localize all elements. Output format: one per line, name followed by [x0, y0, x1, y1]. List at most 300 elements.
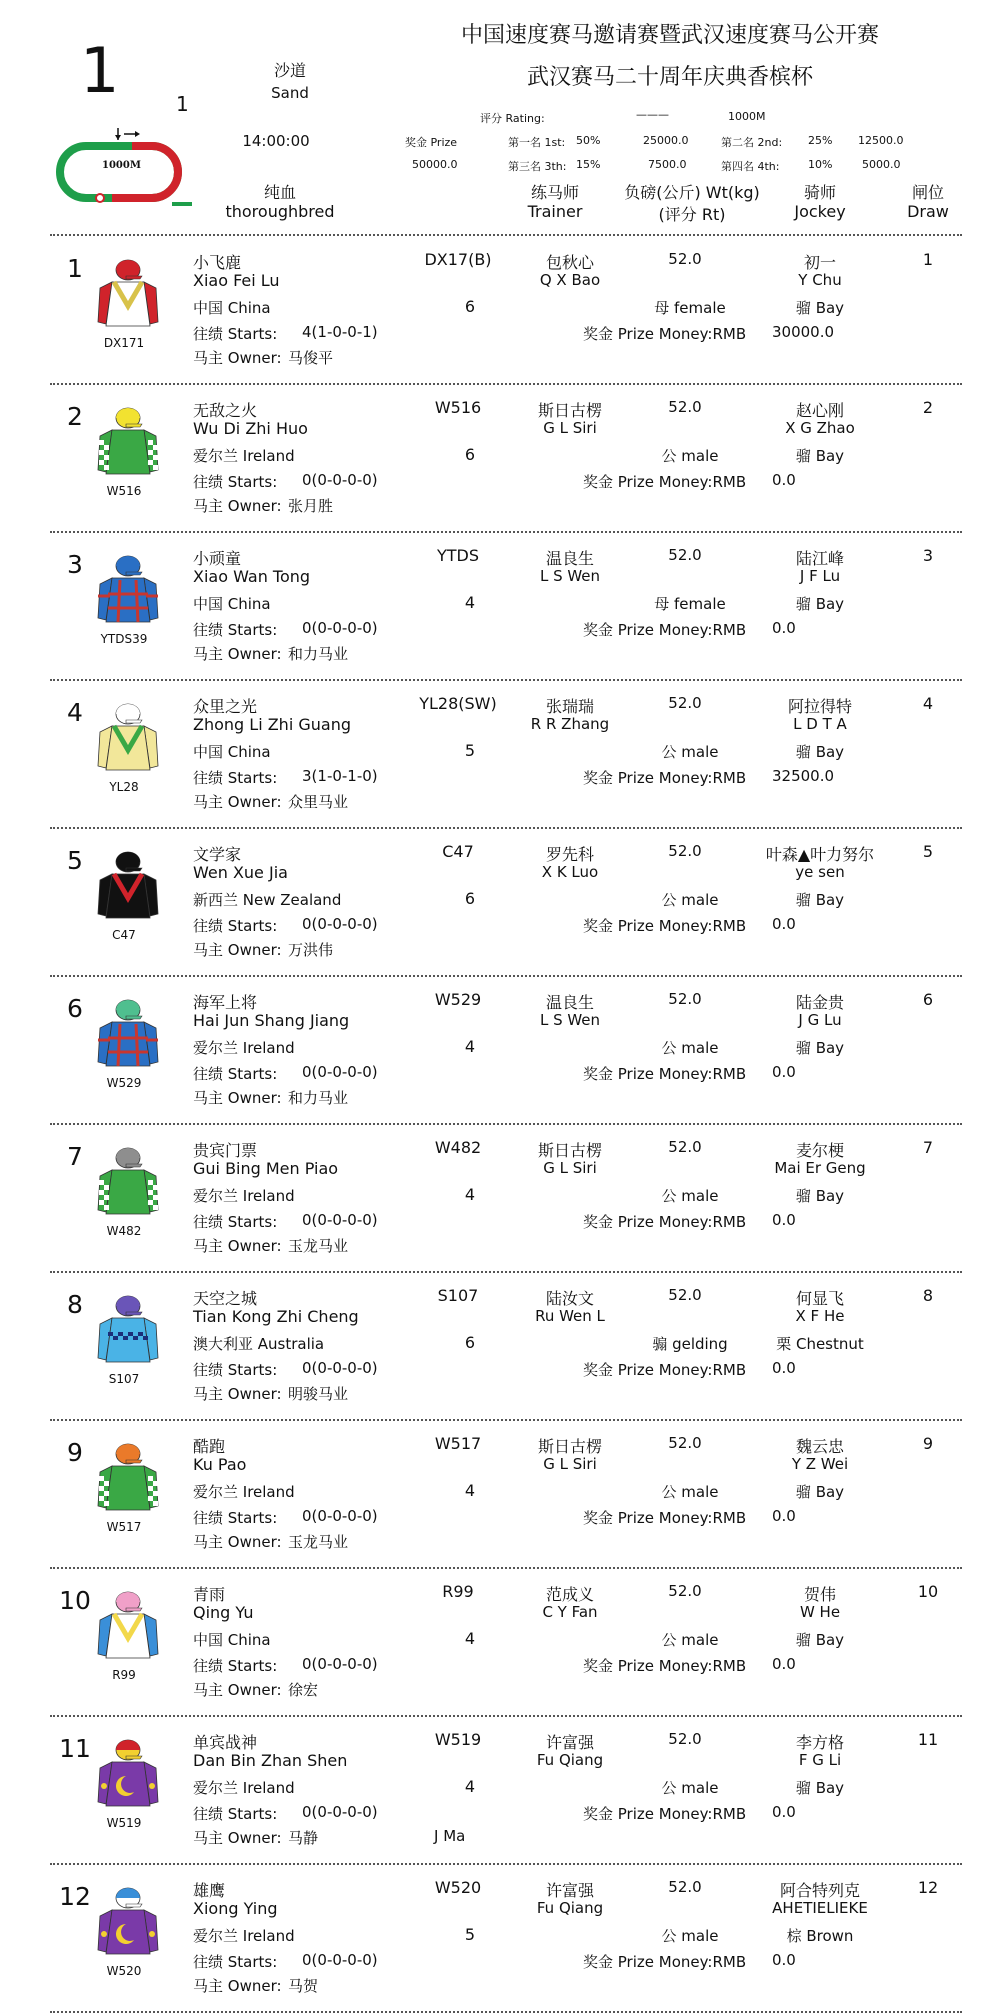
draw-number: 6: [922, 990, 934, 1009]
starts-value: 3(1-0-1-0): [302, 767, 378, 785]
horse-sex: 公 male: [661, 447, 719, 465]
draw-number: 3: [922, 546, 934, 565]
col-jockey-en: Jockey: [794, 202, 846, 221]
horse-sex: 公 male: [661, 1187, 719, 1205]
prize-money-label: 奖金 Prize Money:RMB: [583, 1805, 747, 1823]
jockey-en: ye sen: [795, 863, 845, 881]
weight: 52.0: [668, 1730, 702, 1748]
col-draw-cn: 闸位: [911, 183, 944, 202]
horse-color: 骝 Bay: [795, 595, 845, 613]
jockey-silks-icon: [96, 1884, 160, 1956]
horse-country: 中国 China: [193, 743, 271, 761]
owner-name: 玉龙马业: [288, 1237, 349, 1255]
brand-code: C47: [442, 842, 474, 861]
horse-country: 爱尔兰 Ireland: [193, 1927, 295, 1945]
horse-name-en: Xiong Ying: [193, 1899, 278, 1918]
horse-sex: 母 female: [654, 299, 726, 317]
jockey-cn: 魏云忠: [795, 1437, 844, 1456]
owner-name: 明骏马业: [288, 1385, 349, 1403]
horse-number: 1: [67, 254, 83, 283]
owner-label: 马主 Owner:: [193, 1681, 282, 1699]
starts-label: 往绩 Starts:: [193, 1361, 278, 1379]
horse-name-en: Xiao Fei Lu: [193, 271, 280, 290]
prize-1st-amt: 25000.0: [643, 134, 689, 147]
owner-name: 万洪伟: [288, 941, 334, 959]
col-weight-cn: 负磅(公斤) Wt(kg): [624, 183, 760, 202]
jockey-en: Y Chu: [798, 271, 842, 289]
owner-label: 马主 Owner:: [193, 645, 282, 663]
prize-3rd-amt: 7500.0: [648, 158, 687, 171]
brand-code: W482: [434, 1138, 482, 1157]
horse-country: 澳大利亚 Australia: [193, 1335, 325, 1353]
horse-country: 爱尔兰 Ireland: [193, 1483, 295, 1501]
brand-code: S107: [437, 1286, 479, 1305]
horse-name-cn: 贵宾门票: [193, 1141, 258, 1160]
prize-1st-pct: 50%: [576, 134, 601, 147]
starts-value: 0(0-0-0-0): [302, 1211, 378, 1229]
prize-money-label: 奖金 Prize Money:RMB: [583, 1657, 747, 1675]
silks-code: W517: [106, 1520, 142, 1534]
brand-code: YL28(SW): [419, 694, 497, 713]
starts-label: 往绩 Starts:: [193, 917, 278, 935]
horse-name-en: Ku Pao: [193, 1455, 247, 1474]
horse-color: 骝 Bay: [795, 1483, 845, 1501]
horse-name-cn: 青雨: [193, 1585, 226, 1604]
prize-money-label: 奖金 Prize Money:RMB: [583, 1213, 747, 1231]
starts-value: 0(0-0-0-0): [302, 1063, 378, 1081]
silks-code: W482: [106, 1224, 142, 1238]
jockey-cn: 李方格: [795, 1733, 844, 1752]
jockey-cn: 阿拉得特: [787, 697, 852, 716]
silks-code: W520: [106, 1964, 142, 1978]
horse-age: 4: [464, 593, 476, 612]
trainer-cn: 斯日古楞: [537, 1141, 602, 1160]
weight: 52.0: [668, 1582, 702, 1600]
prize-2nd-label: 第二名 2nd:: [721, 136, 783, 149]
surface-en: Sand: [271, 84, 309, 102]
jockey-silks-icon: [96, 848, 160, 920]
starts-value: 0(0-0-0-0): [302, 1803, 378, 1821]
silks-code: YL28: [109, 780, 139, 794]
starts-label: 往绩 Starts:: [193, 325, 278, 343]
owner-name: 马静: [288, 1829, 319, 1847]
trainer-cn: 斯日古楞: [537, 1437, 602, 1456]
silks-code: W516: [106, 484, 142, 498]
horse-entry: [0, 388, 1000, 536]
horse-sex: 公 male: [661, 743, 719, 761]
starts-label: 往绩 Starts:: [193, 473, 278, 491]
jockey-silks-icon: [96, 996, 160, 1068]
weight: 52.0: [668, 1138, 702, 1156]
trainer-cn: 许富强: [545, 1733, 594, 1752]
starts-value: 0(0-0-0-0): [302, 619, 378, 637]
horse-country: 爱尔兰 Ireland: [193, 447, 295, 465]
jockey-cn: 初一: [803, 253, 836, 272]
owner-name: 马俊平: [288, 349, 334, 367]
entry-divider: [50, 679, 962, 681]
draw-number: 10: [917, 1582, 939, 1601]
prize-money-label: 奖金 Prize Money:RMB: [583, 769, 747, 787]
horse-name-en: Dan Bin Zhan Shen: [193, 1751, 348, 1770]
horse-name-cn: 海军上将: [193, 993, 258, 1012]
horse-entry: [0, 1720, 1000, 1868]
horse-country: 新西兰 New Zealand: [193, 891, 342, 909]
trainer-en: C Y Fan: [542, 1603, 598, 1621]
header-divider: [50, 234, 962, 236]
prize-money-label: 奖金 Prize Money:RMB: [583, 325, 747, 343]
horse-country: 中国 China: [193, 595, 271, 613]
jockey-silks-icon: [96, 1588, 160, 1660]
prize-3rd-pct: 15%: [576, 158, 601, 171]
jockey-cn: 何显飞: [795, 1289, 844, 1308]
race-distance: 1000M: [728, 110, 766, 123]
jockey-cn: 麦尔梗: [795, 1141, 844, 1160]
starts-value: 0(0-0-0-0): [302, 915, 378, 933]
weight: 52.0: [668, 990, 702, 1008]
trainer-en: G L Siri: [543, 419, 597, 437]
silks-code: S107: [108, 1372, 140, 1386]
rating-label: 评分 Rating:: [480, 112, 545, 125]
jockey-cn: 叶森▲叶力努尔: [765, 845, 875, 864]
horse-age: 5: [464, 741, 476, 760]
owner-name: 和力马业: [288, 1089, 349, 1107]
horse-number: 4: [67, 698, 83, 727]
owner-name: 马贺: [288, 1977, 319, 1995]
jockey-silks-icon: [96, 256, 160, 328]
horse-age: 6: [464, 889, 476, 908]
horse-name-cn: 文学家: [193, 845, 242, 864]
prize-money-value: 0.0: [772, 1359, 796, 1377]
horse-name-en: Tian Kong Zhi Cheng: [193, 1307, 359, 1326]
weight: 52.0: [668, 1434, 702, 1452]
horse-entry: [0, 1868, 1000, 2016]
prize-money-value: 0.0: [772, 619, 796, 637]
horse-color: 骝 Bay: [795, 743, 845, 761]
horse-name-cn: 无敌之火: [193, 401, 258, 420]
trainer-cn: 许富强: [545, 1881, 594, 1900]
horse-number: 9: [67, 1438, 83, 1467]
entry-divider: [50, 2011, 962, 2013]
prize-money-label: 奖金 Prize Money:RMB: [583, 1953, 747, 1971]
owner-label: 马主 Owner:: [193, 1977, 282, 1995]
horse-name-cn: 小飞鹿: [193, 253, 242, 272]
horse-age: 5: [464, 1925, 476, 1944]
draw-number: 11: [917, 1730, 939, 1749]
horse-sex: 母 female: [654, 595, 726, 613]
horse-entry: [0, 980, 1000, 1128]
trainer-cn: 罗先科: [545, 845, 594, 864]
rating-value: ———: [636, 108, 669, 121]
horse-age: 4: [464, 1481, 476, 1500]
prize-money-label: 奖金 Prize Money:RMB: [583, 917, 747, 935]
prize-money-value: 30000.0: [772, 323, 835, 341]
jockey-en: X F He: [795, 1307, 845, 1325]
col-weight-en: (评分 Rt): [658, 205, 726, 224]
horse-color: 骝 Bay: [795, 891, 845, 909]
brand-code: W529: [434, 990, 482, 1009]
track-distance-label: 1000M: [102, 160, 141, 171]
trainer-cn: 温良生: [545, 549, 594, 568]
horse-name-en: Qing Yu: [193, 1603, 254, 1622]
race-title: 武汉赛马二十周年庆典香槟杯: [526, 65, 813, 90]
race-number: 1: [80, 34, 120, 107]
jockey-cn: 贺伟: [803, 1585, 836, 1604]
horse-country: 爱尔兰 Ireland: [193, 1039, 295, 1057]
jockey-silks-icon: [96, 700, 160, 772]
horse-country: 中国 China: [193, 1631, 271, 1649]
horse-entry: [0, 1128, 1000, 1276]
entry-divider: [50, 531, 962, 533]
draw-number: 4: [922, 694, 934, 713]
owner-label: 马主 Owner:: [193, 1385, 282, 1403]
horse-name-cn: 酷跑: [193, 1437, 226, 1456]
surface-cn: 沙道: [273, 61, 306, 80]
horse-color: 骝 Bay: [795, 1779, 845, 1797]
prize-money-value: 0.0: [772, 1507, 796, 1525]
prize-4th-label: 第四名 4th:: [721, 160, 780, 173]
owner-label: 马主 Owner:: [193, 1089, 282, 1107]
trainer-en: G L Siri: [543, 1455, 597, 1473]
entry-divider: [50, 827, 962, 829]
trainer-en: L S Wen: [539, 1011, 601, 1029]
trainer-en: R R Zhang: [530, 715, 610, 733]
draw-number: 1: [922, 250, 934, 269]
brand-code: DX17(B): [424, 250, 492, 269]
brand-code: W516: [434, 398, 482, 417]
horse-age: 6: [464, 445, 476, 464]
horse-sex: 公 male: [661, 1039, 719, 1057]
silks-code: R99: [112, 1668, 136, 1682]
jockey-silks-icon: [96, 1144, 160, 1216]
horse-name-cn: 单宾战神: [193, 1733, 258, 1752]
owner-label: 马主 Owner:: [193, 941, 282, 959]
draw-number: 12: [917, 1878, 939, 1897]
horse-sex: 公 male: [661, 1779, 719, 1797]
starts-value: 0(0-0-0-0): [302, 1359, 378, 1377]
horse-name-cn: 天空之城: [193, 1289, 258, 1308]
race-sub-number: 1: [176, 92, 189, 116]
owner-label: 马主 Owner:: [193, 349, 282, 367]
jockey-en: AHETIELIEKE: [772, 1899, 868, 1917]
horse-age: 6: [464, 1333, 476, 1352]
trainer-cn: 斯日古楞: [537, 401, 602, 420]
horse-name-cn: 众里之光: [193, 697, 258, 716]
horse-entry: [0, 684, 1000, 832]
col-draw-en: Draw: [907, 202, 949, 221]
jockey-en: F G Li: [798, 1751, 842, 1769]
horse-number: 5: [67, 846, 83, 875]
horse-number: 11: [59, 1734, 91, 1763]
jockey-silks-icon: [96, 1736, 160, 1808]
prize-2nd-pct: 25%: [808, 134, 833, 147]
horse-number: 10: [59, 1586, 91, 1615]
prize-money-label: 奖金 Prize Money:RMB: [583, 473, 747, 491]
horse-number: 3: [67, 550, 83, 579]
draw-number: 9: [922, 1434, 934, 1453]
silks-code: C47: [112, 928, 136, 942]
trainer-cn: 范成义: [545, 1585, 594, 1604]
horse-age: 4: [464, 1185, 476, 1204]
prize-1st-label: 第一名 1st:: [508, 136, 566, 149]
trainer-en: Fu Qiang: [536, 1751, 604, 1769]
weight: 52.0: [668, 842, 702, 860]
horse-name-cn: 雄鹰: [193, 1881, 226, 1900]
weight: 52.0: [668, 694, 702, 712]
horse-color: 骝 Bay: [795, 447, 845, 465]
starts-label: 往绩 Starts:: [193, 1953, 278, 1971]
horse-name-en: Wen Xue Jia: [193, 863, 288, 882]
weight: 52.0: [668, 546, 702, 564]
prize-money-value: 0.0: [772, 1211, 796, 1229]
entry-divider: [50, 1123, 962, 1125]
jockey-en: J F Lu: [799, 567, 841, 585]
col-breed-cn: 纯血: [263, 183, 296, 202]
silks-code: W519: [106, 1816, 142, 1830]
owner-label: 马主 Owner:: [193, 1533, 282, 1551]
event-title: 中国速度赛马邀请赛暨武汉速度赛马公开赛: [460, 23, 879, 48]
horse-number: 2: [67, 402, 83, 431]
brand-code: YTDS: [436, 546, 480, 565]
entry-divider: [50, 1715, 962, 1717]
prize-money-value: 0.0: [772, 915, 796, 933]
horse-entry: [0, 1572, 1000, 1720]
horse-entry: [0, 832, 1000, 980]
trainer-en: G L Siri: [543, 1159, 597, 1177]
silks-code: YTDS39: [100, 632, 148, 646]
starts-label: 往绩 Starts:: [193, 1805, 278, 1823]
jockey-silks-icon: [96, 552, 160, 624]
trainer-en: Ru Wen L: [535, 1307, 605, 1325]
starts-label: 往绩 Starts:: [193, 621, 278, 639]
owner-label: 马主 Owner:: [193, 793, 282, 811]
horse-age: 4: [464, 1629, 476, 1648]
prize-money-value: 0.0: [772, 1951, 796, 1969]
col-jockey-cn: 骑师: [803, 183, 836, 202]
horse-name-en: Zhong Li Zhi Guang: [193, 715, 351, 734]
horse-color: 栗 Chestnut: [776, 1335, 864, 1353]
trainer-cn: 张瑞瑞: [545, 697, 594, 716]
entry-divider: [50, 1567, 962, 1569]
brand-code: W519: [434, 1730, 482, 1749]
owner-extra: J Ma: [434, 1827, 466, 1845]
starts-label: 往绩 Starts:: [193, 1509, 278, 1527]
jockey-cn: 陆金贵: [795, 993, 844, 1012]
prize-money-value: 0.0: [772, 1063, 796, 1081]
horse-name-en: Hai Jun Shang Jiang: [193, 1011, 350, 1030]
prize-label: 奖金 Prize: [405, 136, 458, 149]
horse-entry: [0, 536, 1000, 684]
prize-money-label: 奖金 Prize Money:RMB: [583, 621, 747, 639]
owner-name: 众里马业: [288, 793, 349, 811]
horse-name-cn: 小顽童: [193, 549, 242, 568]
owner-label: 马主 Owner:: [193, 1237, 282, 1255]
jockey-silks-icon: [96, 404, 160, 476]
col-breed-en: thoroughbred: [225, 202, 335, 221]
weight: 52.0: [668, 1878, 702, 1896]
prize-money-label: 奖金 Prize Money:RMB: [583, 1361, 747, 1379]
horse-entry: [0, 1276, 1000, 1424]
horse-sex: 公 male: [661, 891, 719, 909]
owner-label: 马主 Owner:: [193, 1829, 282, 1847]
horse-sex: 公 male: [661, 1927, 719, 1945]
entry-divider: [50, 383, 962, 385]
horse-age: 4: [464, 1777, 476, 1796]
trainer-en: Fu Qiang: [536, 1899, 604, 1917]
owner-name: 玉龙马业: [288, 1533, 349, 1551]
trainer-en: X K Luo: [541, 863, 599, 881]
draw-number: 5: [922, 842, 934, 861]
owner-name: 和力马业: [288, 645, 349, 663]
jockey-en: X G Zhao: [785, 419, 855, 437]
owner-name: 张月胜: [288, 497, 334, 515]
draw-number: 8: [922, 1286, 934, 1305]
jockey-cn: 陆江峰: [795, 549, 844, 568]
prize-money-value: 0.0: [772, 1655, 796, 1673]
starts-label: 往绩 Starts:: [193, 769, 278, 787]
horse-sex: 公 male: [661, 1631, 719, 1649]
prize-money-value: 32500.0: [772, 767, 835, 785]
starts-label: 往绩 Starts:: [193, 1213, 278, 1231]
prize-4th-pct: 10%: [808, 158, 833, 171]
entry-divider: [50, 975, 962, 977]
jockey-cn: 阿合特列克: [779, 1881, 860, 1900]
prize-money-value: 0.0: [772, 471, 796, 489]
prize-money-label: 奖金 Prize Money:RMB: [583, 1509, 747, 1527]
trainer-cn: 陆汝文: [545, 1289, 594, 1308]
horse-country: 爱尔兰 Ireland: [193, 1187, 295, 1205]
starts-label: 往绩 Starts:: [193, 1657, 278, 1675]
entry-divider: [50, 1419, 962, 1421]
silks-code: W529: [106, 1076, 142, 1090]
owner-label: 马主 Owner:: [193, 497, 282, 515]
jockey-cn: 赵心刚: [795, 401, 844, 420]
prize-4th-amt: 5000.0: [862, 158, 901, 171]
brand-code: W520: [434, 1878, 482, 1897]
brand-code: R99: [442, 1582, 474, 1601]
race-time: 14:00:00: [242, 132, 310, 150]
horse-name-en: Xiao Wan Tong: [193, 567, 311, 586]
starts-value: 0(0-0-0-0): [302, 1507, 378, 1525]
horse-age: 6: [464, 297, 476, 316]
horse-entry: [0, 1424, 1000, 1572]
horse-country: 中国 China: [193, 299, 271, 317]
prize-total: 50000.0: [412, 158, 458, 171]
horse-number: 12: [59, 1882, 91, 1911]
horse-name-en: Wu Di Zhi Huo: [193, 419, 308, 438]
horse-number: 6: [67, 994, 83, 1023]
jockey-en: Y Z Wei: [791, 1455, 849, 1473]
trainer-en: L S Wen: [539, 567, 601, 585]
starts-value: 0(0-0-0-0): [302, 1951, 378, 1969]
owner-name: 徐宏: [288, 1681, 319, 1699]
horse-color: 骝 Bay: [795, 299, 845, 317]
weight: 52.0: [668, 250, 702, 268]
horse-number: 8: [67, 1290, 83, 1319]
jockey-silks-icon: [96, 1440, 160, 1512]
starts-value: 4(1-0-0-1): [302, 323, 378, 341]
horse-entry: [0, 240, 1000, 388]
weight: 52.0: [668, 398, 702, 416]
entry-divider: [50, 1863, 962, 1865]
silks-code: DX171: [103, 336, 145, 350]
prize-3rd-label: 第三名 3th:: [508, 160, 567, 173]
trainer-cn: 温良生: [545, 993, 594, 1012]
horse-color: 棕 Brown: [786, 1927, 854, 1945]
entry-divider: [50, 1271, 962, 1273]
jockey-en: J G Lu: [798, 1011, 842, 1029]
trainer-en: Q X Bao: [539, 271, 601, 289]
starts-value: 0(0-0-0-0): [302, 1655, 378, 1673]
